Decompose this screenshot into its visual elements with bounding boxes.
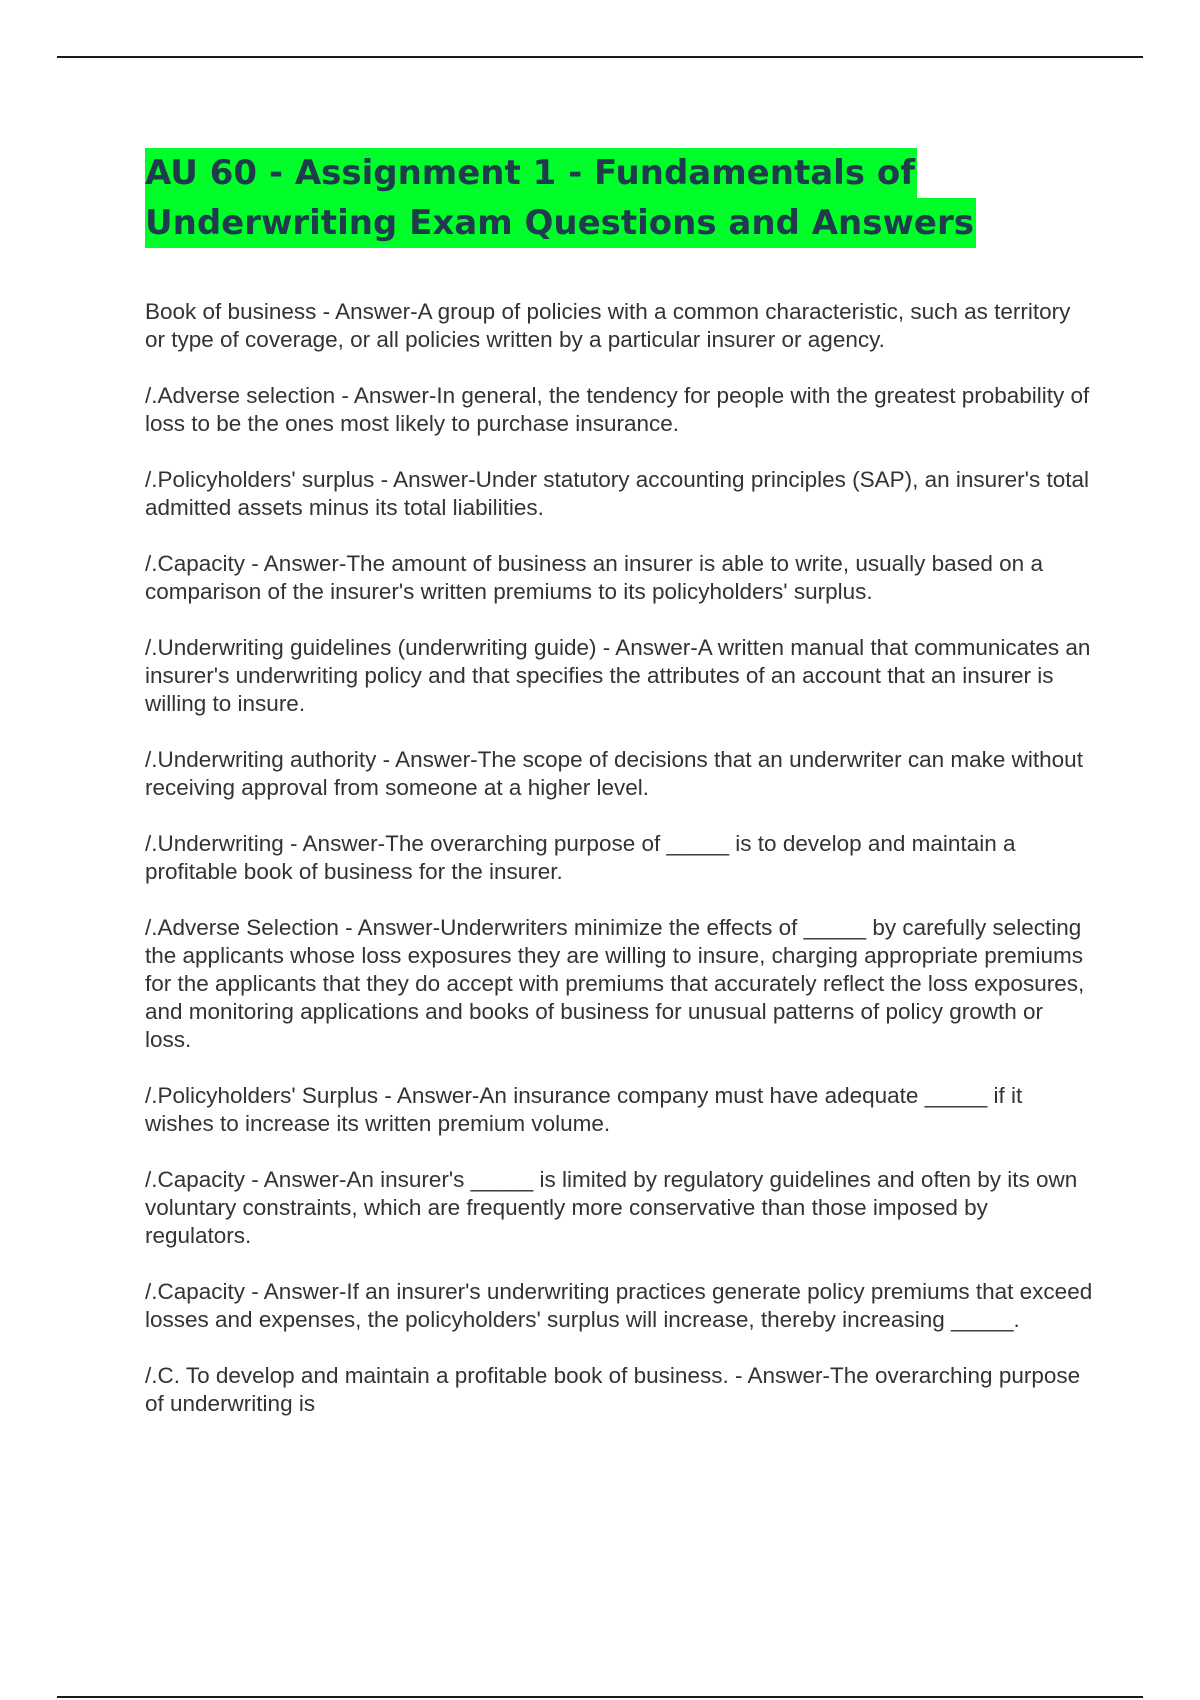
qa-entry: Book of business - Answer-A group of policies with a common characteristic, such as territory or type of coverage, or all policies written by a particular insurer or agency. bbox=[145, 299, 1071, 352]
qa-entry: /.C. To develop and maintain a profitable book of business. - Answer-The overarching purpose of underwriting is bbox=[145, 1363, 1081, 1416]
qa-entry: /.Underwriting guidelines (underwriting guide) - Answer-A written manual that communicates an insurer's underwriting policy and that specifies the attributes of an account that an insurer is willing to insure. bbox=[145, 635, 1091, 716]
qa-entry: /.Policyholders' surplus - Answer-Under statutory accounting principles (SAP), an insurer's total admitted assets minus its total liabilities. bbox=[145, 467, 1090, 520]
qa-entry: /.Adverse selection - Answer-In general, the tendency for people with the greatest probability of loss to be the ones most likely to purchase insurance. bbox=[145, 383, 1090, 436]
qa-entry: /.Capacity - Answer-An insurer's _____ is limited by regulatory guidelines and often by its own voluntary constraints, which are frequently more conservative than those imposed by regulators. bbox=[145, 1167, 1078, 1248]
qa-list bbox=[145, 298, 1095, 1446]
bottom-rule bbox=[57, 1696, 1143, 1698]
title-line-2: Underwriting Exam Questions and Answers bbox=[145, 198, 976, 248]
top-rule bbox=[57, 56, 1143, 58]
qa-entry: /.Capacity - Answer-If an insurer's underwriting practices generate policy premiums that exceed losses and expenses, the policyholders' surplus will increase, thereby increasing _____. bbox=[145, 1279, 1093, 1332]
document-title bbox=[145, 148, 1065, 248]
qa-entry: /.Policyholders' Surplus - Answer-An insurance company must have adequate _____ if it wishes to increase its written premium volume. bbox=[145, 1083, 1023, 1136]
title-line-1: AU 60 - Assignment 1 - Fundamentals of bbox=[145, 148, 917, 198]
qa-entry: /.Capacity - Answer-The amount of business an insurer is able to write, usually based on a comparison of the insurer's written premiums to its policyholders' surplus. bbox=[145, 551, 1043, 604]
qa-entry: /.Underwriting authority - Answer-The scope of decisions that an underwriter can make without receiving approval from someone at a higher level. bbox=[145, 747, 1083, 800]
qa-entry: /.Underwriting - Answer-The overarching purpose of _____ is to develop and maintain a profitable book of business for the insurer. bbox=[145, 831, 1016, 884]
qa-entry: /.Adverse Selection - Answer-Underwriters minimize the effects of _____ by carefully selecting the applicants whose loss exposures they are willing to insure, charging appropriate premiums for the applicants that they do accept with premiums that accurately reflect the loss exposures, and monitoring applications and books of business for unusual patterns of policy growth or loss. bbox=[145, 915, 1085, 1052]
